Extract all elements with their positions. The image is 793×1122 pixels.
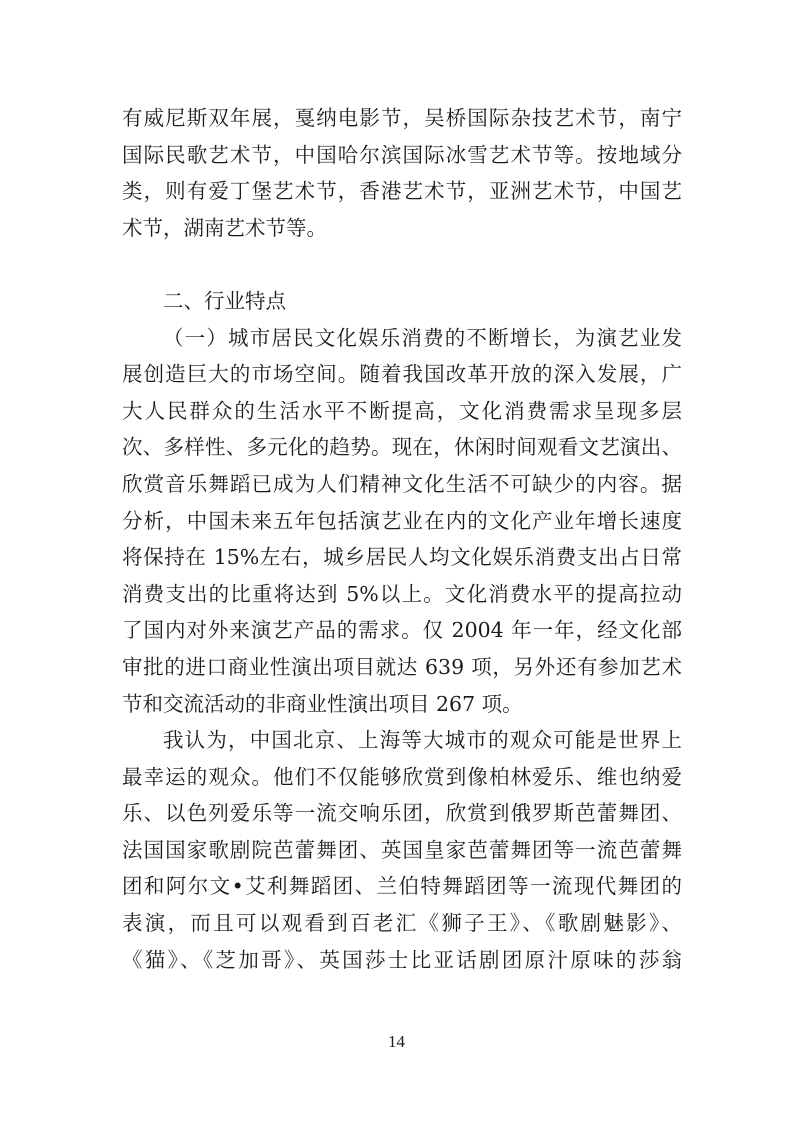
- text-line: 了国内对外来演艺产品的需求。仅 2004 年一年，经文化部: [122, 618, 682, 643]
- text-line: 乐、以色列爱乐等一流交响乐团，欣赏到俄罗斯芭蕾舞团、: [122, 801, 682, 826]
- text-line: 团和阿尔文•艾利舞蹈团、兰伯特舞蹈团等一流现代舞团的: [122, 874, 682, 899]
- text-line: 国际民歌艺术节，中国哈尔滨国际冰雪艺术节等。按地域分: [122, 142, 682, 167]
- text-line: 《猫》、《芝加哥》、英国莎士比亚话剧团原汁原味的莎翁: [122, 947, 682, 972]
- text-line: 表演，而且可以观看到百老汇《狮子王》、《歌剧魅影》、: [122, 911, 682, 936]
- paragraph-gap: [122, 246, 682, 283]
- text-line: 次、多样性、多元化的趋势。现在，休闲时间观看文艺演出、: [122, 435, 682, 460]
- paragraph-festivals-continued: [122, 100, 682, 246]
- text-line: 法国国家歌剧院芭蕾舞团、英国皇家芭蕾舞团等一流芭蕾舞: [122, 837, 682, 862]
- page-number: 14: [388, 1032, 405, 1051]
- text-line: 我认为，中国北京、上海等大城市的观众可能是世界上: [163, 728, 682, 753]
- text-line: 最幸运的观众。他们不仅能够欣赏到像柏林爱乐、维也纳爱: [122, 764, 682, 789]
- text-line: 有威尼斯双年展，戛纳电影节，吴桥国际杂技艺术节，南宁: [122, 106, 682, 130]
- text-line: 术节，湖南艺术节等。: [122, 215, 327, 240]
- text-line: 大人民群众的生活水平不断提高，文化消费需求呈现多层: [122, 398, 682, 423]
- text-line: 分析，中国未来五年包括演艺业在内的文化产业年增长速度: [122, 508, 682, 533]
- text-line: 消费支出的比重将达到 5%以上。文化消费水平的提高拉动: [122, 581, 682, 606]
- text-line: 欣赏音乐舞蹈已成为人们精神文化生活不可缺少的内容。据: [122, 471, 682, 496]
- text-line: 类，则有爱丁堡艺术节，香港艺术节，亚洲艺术节，中国艺: [122, 179, 682, 204]
- paragraph-consumption-growth: [122, 320, 682, 723]
- text-line: 审批的进口商业性演出项目就达 639 项，另外还有参加艺术: [122, 654, 682, 679]
- body-text: [122, 100, 682, 978]
- text-line: 展创造巨大的市场空间。随着我国改革开放的深入发展，广: [122, 362, 682, 387]
- text-line: 节和交流活动的非商业性演出项目 267 项。: [122, 691, 523, 716]
- paragraph-audiences: [122, 722, 682, 978]
- text-line: 将保持在 15%左右，城乡居民人均文化娱乐消费支出占日常: [122, 545, 682, 570]
- section-heading: 二、行业特点: [163, 288, 286, 313]
- text-line: （一）城市居民文化娱乐消费的不断增长，为演艺业发: [163, 325, 682, 350]
